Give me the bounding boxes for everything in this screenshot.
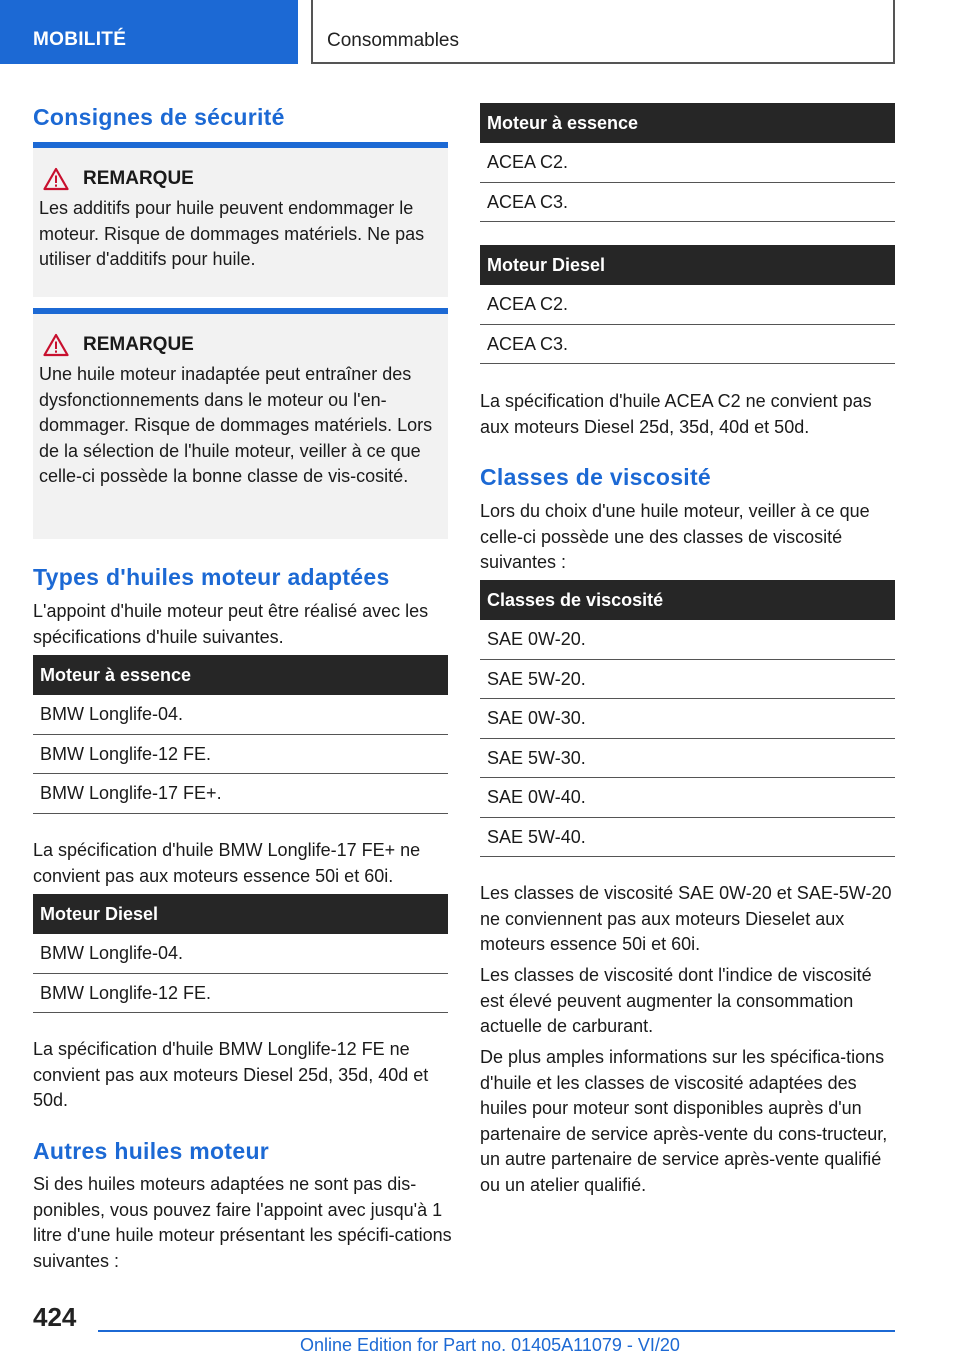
viscosity-note: De plus amples informations sur les spécifica-tions d'huile et les classes de viscosité adaptées des huiles pour moteur sont disponibles auprès d'un partenaire de service après-vente du cons-tructeur, un autre partenaire de service après-vente qualifié ou un atelier qualifié. — [480, 1047, 888, 1195]
table-row: SAE 5W-30. — [480, 739, 895, 779]
viscosity-note: Les classes de viscosité dont l'indice de viscosité est élevé peuvent augmenter la consommation actuelle de carburant. — [480, 965, 872, 1036]
warning-box-1 — [33, 142, 448, 297]
diesel-spec-table — [33, 894, 448, 1013]
warning-text: Une huile moteur inadaptée peut entraîner des dysfonctionnements dans le moteur ou l'en-dommager. Risque de dommages matériels. Lors de la sélection de l'huile moteur, veiller à ce que celle-ci possède la bonne classe de vis-cosité. — [39, 364, 433, 486]
viscosity-heading: Classes de viscosité — [480, 464, 712, 490]
other-oils-heading: Autres huiles moteur — [33, 1138, 270, 1164]
footer-edition: Online Edition for Part no. 01405A11079 - VI/20 — [300, 1335, 680, 1355]
table-row: BMW Longlife-12 FE. — [33, 974, 448, 1014]
table-row: BMW Longlife-17 FE+. — [33, 774, 448, 814]
petrol-spec-table — [33, 655, 448, 814]
oil-types-intro: L'appoint d'huile moteur peut être réalisé avec les spécifications d'huile suivantes. — [33, 601, 429, 647]
table-row: ACEA C3. — [480, 325, 895, 365]
oil-types-heading: Types d'huiles moteur adaptées — [33, 564, 390, 590]
table-row: SAE 0W-20. — [480, 620, 895, 660]
table-row: BMW Longlife-04. — [33, 695, 448, 735]
table-row: ACEA C2. — [480, 143, 895, 183]
footer-divider — [98, 1330, 895, 1332]
acea-note: La spécification d'huile ACEA C2 ne convient pas aux moteurs Diesel 25d, 35d, 40d et 50d. — [480, 391, 872, 437]
table-header: Moteur à essence — [33, 655, 448, 695]
table-row: BMW Longlife-04. — [33, 934, 448, 974]
section-tab: MOBILITÉ — [0, 0, 298, 64]
table-row: ACEA C3. — [480, 183, 895, 223]
table-header: Moteur à essence — [480, 103, 895, 143]
warning-title: REMARQUE — [83, 334, 194, 355]
other-oils-text: Si des huiles moteurs adaptées ne sont pas dis-ponibles, vous pouvez faire l'appoint avec jusqu'à 1 litre d'une huile moteur présentant les spécifi-cations suivantes : — [33, 1174, 452, 1271]
warning-box-2 — [33, 308, 448, 539]
table-row: SAE 0W-40. — [480, 778, 895, 818]
table-header: Moteur Diesel — [33, 894, 448, 934]
chapter-title: Consommables — [311, 0, 895, 64]
warning-triangle-icon — [43, 333, 69, 357]
viscosity-note: Les classes de viscosité SAE 0W-20 et SAE-5W-20 ne conviennent pas aux moteurs Dieselet aux moteurs essence 50i et 60i. — [480, 883, 892, 954]
warning-text: Les additifs pour huile peuvent endommager le moteur. Risque de dommages matériels. Ne pas utiliser d'additifs pour huile. — [39, 198, 425, 269]
safety-heading: Consignes de sécurité — [33, 104, 285, 130]
table-row: BMW Longlife-12 FE. — [33, 735, 448, 775]
table-row: SAE 5W-20. — [480, 660, 895, 700]
table-row: ACEA C2. — [480, 285, 895, 325]
page-number: 424 — [33, 1302, 77, 1332]
acea-diesel-table — [480, 245, 895, 364]
table-row: SAE 0W-30. — [480, 699, 895, 739]
table-row: SAE 5W-40. — [480, 818, 895, 858]
petrol-note: La spécification d'huile BMW Longlife-17 FE+ ne convient pas aux moteurs essence 50i et 60i. — [33, 840, 421, 886]
warning-title: REMARQUE — [83, 168, 194, 189]
table-header: Classes de viscosité — [480, 580, 895, 620]
diesel-note: La spécification d'huile BMW Longlife-12 FE ne convient pas aux moteurs Diesel 25d, 35d, 40d et 50d. — [33, 1039, 429, 1110]
table-header: Moteur Diesel — [480, 245, 895, 285]
acea-petrol-table — [480, 103, 895, 222]
viscosity-intro: Lors du choix d'une huile moteur, veiller à ce que celle-ci possède une des classes de viscosité suivantes : — [480, 501, 870, 572]
warning-triangle-icon — [43, 167, 69, 191]
viscosity-table — [480, 580, 895, 857]
